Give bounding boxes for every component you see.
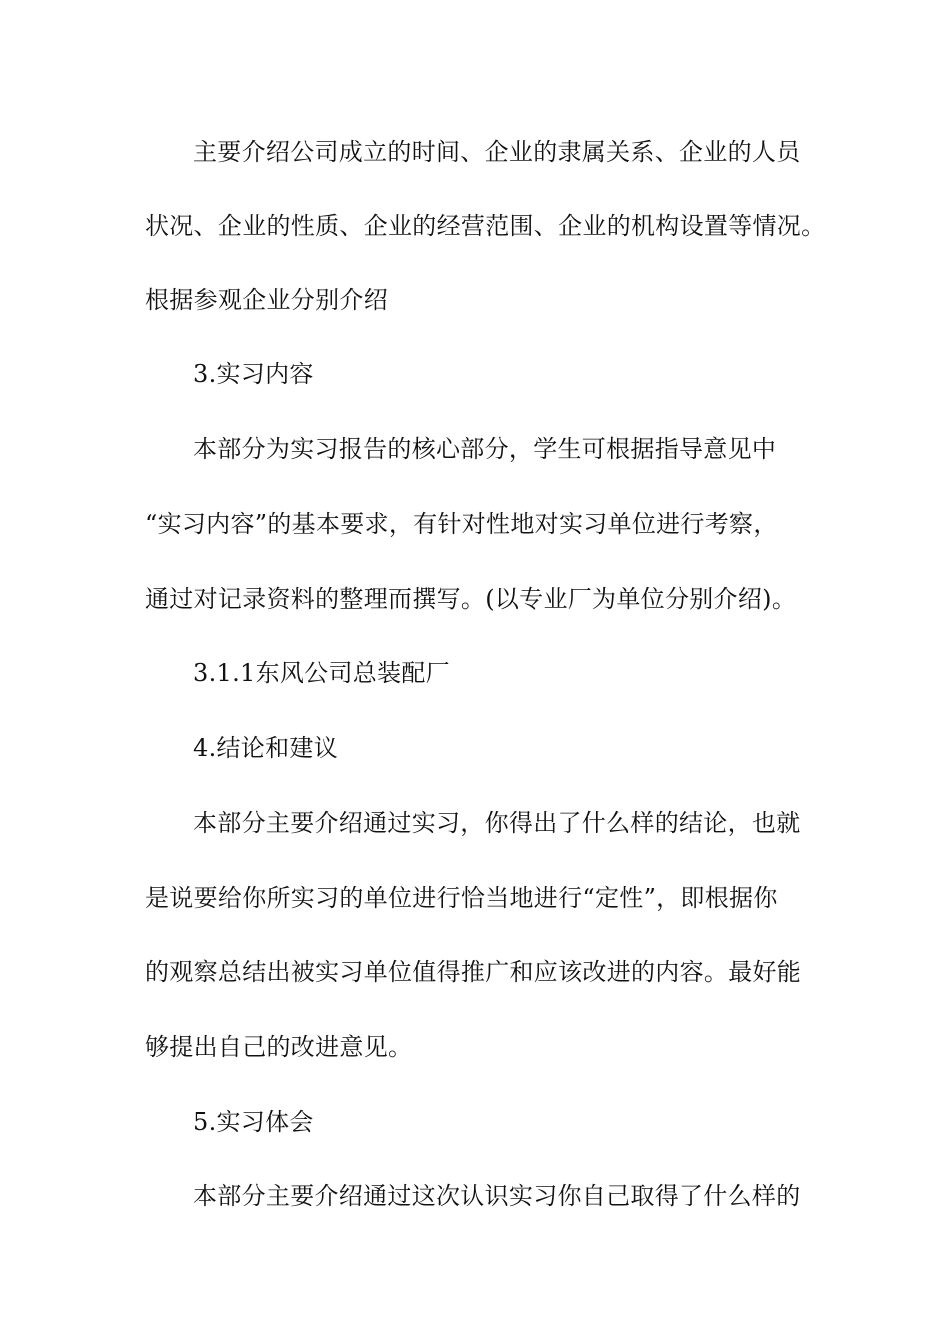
section-heading: 3.实习内容 <box>193 360 314 388</box>
paragraph-line: 本部分为实习报告的核心部分，学生可根据指导意见中 <box>193 435 777 463</box>
paragraph-line: 够提出自己的改进意见。 <box>145 1033 413 1061</box>
paragraph-line: 是说要给你所实习的单位进行恰当地进行“定性”，即根据你 <box>145 884 778 912</box>
paragraph-line: 本部分主要介绍通过这次认识实习你自己取得了什么样的 <box>193 1182 801 1210</box>
paragraph-line: 状况、企业的性质、企业的经营范围、企业的机构设置等情况。 <box>145 212 826 240</box>
subsection-heading: 3.1.1东风公司总装配厂 <box>193 659 450 687</box>
paragraph-line: 主要介绍公司成立的时间、企业的隶属关系、企业的人员 <box>193 138 801 166</box>
paragraph-line: 根据参观企业分别介绍 <box>145 286 388 314</box>
section-heading: 5.实习体会 <box>193 1108 314 1136</box>
paragraph-line: 本部分主要介绍通过实习，你得出了什么样的结论，也就 <box>193 809 801 837</box>
section-heading: 4.结论和建议 <box>193 734 338 762</box>
paragraph-line: 的观察总结出被实习单位值得推广和应该改进的内容。最好能 <box>145 958 802 986</box>
paragraph-line: 通过对记录资料的整理而撰写。(以专业厂为单位分别介绍)。 <box>145 585 797 613</box>
paragraph-line: “实习内容”的基本要求，有针对性地对实习单位进行考察， <box>145 510 778 538</box>
